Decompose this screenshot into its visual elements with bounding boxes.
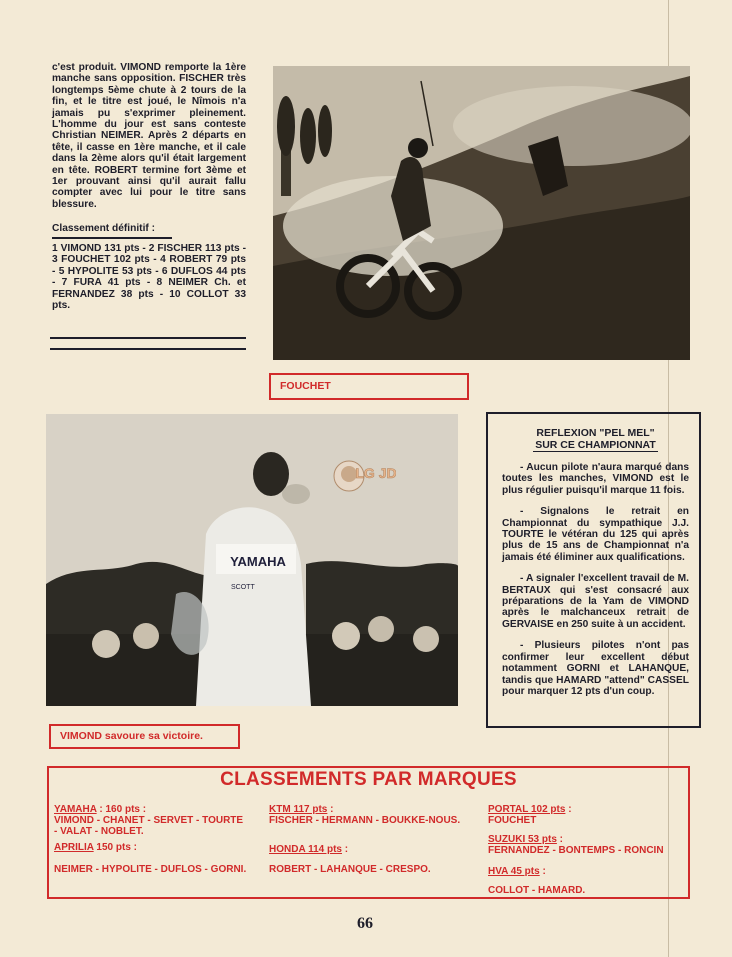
brand-riders-aprilia: NEIMER - HYPOLITE - DUFLOS - GORNI. xyxy=(54,864,247,875)
brand-entry-honda xyxy=(269,844,464,855)
brand-heading: HONDA 114 pts xyxy=(269,844,342,855)
column-divider-rule xyxy=(50,348,246,350)
brand-entry-aprilia xyxy=(54,842,249,853)
brand-heading: PORTAL 102 pts xyxy=(488,804,566,815)
photo-motocross-rider xyxy=(273,66,690,360)
photo-winner-celebration xyxy=(46,414,458,706)
column-divider-rule xyxy=(50,337,246,339)
brand-riders: FISCHER - HERMANN - BOUKKE-NOUS. xyxy=(269,815,461,826)
brand-heading: HVA 45 pts xyxy=(488,866,540,877)
brand-riders-hva: COLLOT - HAMARD. xyxy=(488,885,586,896)
brand-entry-portal xyxy=(488,804,683,826)
watermark-logo xyxy=(332,454,396,508)
brand-points: : xyxy=(565,804,572,815)
brand-entry-suzuki xyxy=(488,834,683,856)
sidebar-title-line2: SUR CE CHAMPIONNAT xyxy=(535,438,656,451)
brand-entry-hva xyxy=(488,866,683,877)
article-column xyxy=(52,62,246,210)
watermark-graphic xyxy=(332,454,396,508)
brand-riders-honda: ROBERT - LAHANQUE - CRESPO. xyxy=(269,864,431,875)
page-number: 66 xyxy=(357,915,373,932)
brand-riders: VIMOND - CHANET - SERVET - TOURTE - VALAT - NOBLET. xyxy=(54,815,244,837)
photo-winner-illustration xyxy=(46,414,458,706)
brand-heading: SUZUKI 53 pts xyxy=(488,834,557,845)
brand-points: : xyxy=(556,834,564,845)
watermark-text: LG JD xyxy=(355,465,396,481)
photo-caption-fouchet: FOUCHET xyxy=(269,373,469,400)
article-paragraph: c'est produit. VIMOND remporte la 1ère manche sans opposition. FISCHER très longtemps 5ème chute à 2 tours de la fin, et le titre est joué, le Nîmois n'a jamais pu s'exprimer pleinement. L'homme du jour est sans conteste Christian NEIMER. Après 2 départs en tête, il casse en 1ère manche, et il cale dans la 2ème alors qu'il était largement en tête. ROBERT termine fort 3ème et 1er prouvant ainsi qu'il aurait fallu compter avec lui pour le titre sans blessure. xyxy=(52,62,246,210)
brand-riders: FOUCHET xyxy=(488,815,537,826)
brand-standings-box xyxy=(47,766,690,899)
brand-points: : xyxy=(539,866,546,877)
sidebar-paragraph: - Plusieurs pilotes n'ont pas confirmer leur excellent début notamment GORNI et LAHANQUE, tandis que HAMARD "attend" CASSEL pour marquer 12 pts d'un coup. xyxy=(502,640,689,697)
brand-points: 150 pts : xyxy=(93,842,137,853)
brand-heading: YAMAHA xyxy=(54,804,97,815)
sidebar-paragraph: - Aucun pilote n'aura marqué dans toutes les manches, VIMOND est le plus régulier puisqu'il marque 11 fois. xyxy=(502,462,689,496)
sidebar-paragraph: - A signaler l'excellent travail de M. BERTAUX qui s'est consacré aux préparations de la Yam de VIMOND après le malchanceux retrait de GERVAISE en 250 suite à un accident. xyxy=(502,573,689,630)
brand-standings-title: CLASSEMENTS PAR MARQUES xyxy=(220,769,517,790)
sidebar-paragraph: - Signalons le retrait en Championnat du sympathique J.J. TOURTE le vétéran du 125 qui après plus de 15 ans de Championnat n'a jamais été éliminer aux qualifications. xyxy=(502,506,689,563)
brand-riders: FERNANDEZ - BONTEMPS - RONCIN xyxy=(488,845,664,856)
brand-points: : xyxy=(327,804,334,815)
classement-body: 1 VIMOND 131 pts - 2 FISCHER 113 pts - 3 FOUCHET 102 pts - 4 ROBERT 79 pts - 5 HYPOLITE 53 pts - 6 DUFLOS 44 pts - 7 FURA 41 pts - 8 NEIMER Ch. et FERNANDEZ 38 pts - 10 COLLOT 33 pts. xyxy=(52,243,246,312)
photo-motocross-illustration xyxy=(273,66,690,360)
scott-jersey-logo: SCOTT xyxy=(231,584,255,591)
brand-heading: APRILIA xyxy=(54,842,94,853)
sidebar-title xyxy=(502,428,689,452)
reflexion-sidebar xyxy=(486,412,701,728)
classement-heading-underline xyxy=(52,237,172,239)
photo-caption-vimond: VIMOND savoure sa victoire. xyxy=(49,724,240,749)
brand-points: : xyxy=(341,844,349,855)
brand-points: : 160 pts : xyxy=(96,804,147,815)
brand-entry-ktm xyxy=(269,804,464,826)
yamaha-jersey-logo: YAMAHA xyxy=(230,554,286,569)
brand-entry-yamaha xyxy=(54,804,249,837)
classement-heading: Classement définitif : xyxy=(52,223,156,234)
brand-heading: KTM 117 pts xyxy=(269,804,328,815)
sidebar-title-line1: REFLEXION "PEL MEL" xyxy=(536,427,655,439)
